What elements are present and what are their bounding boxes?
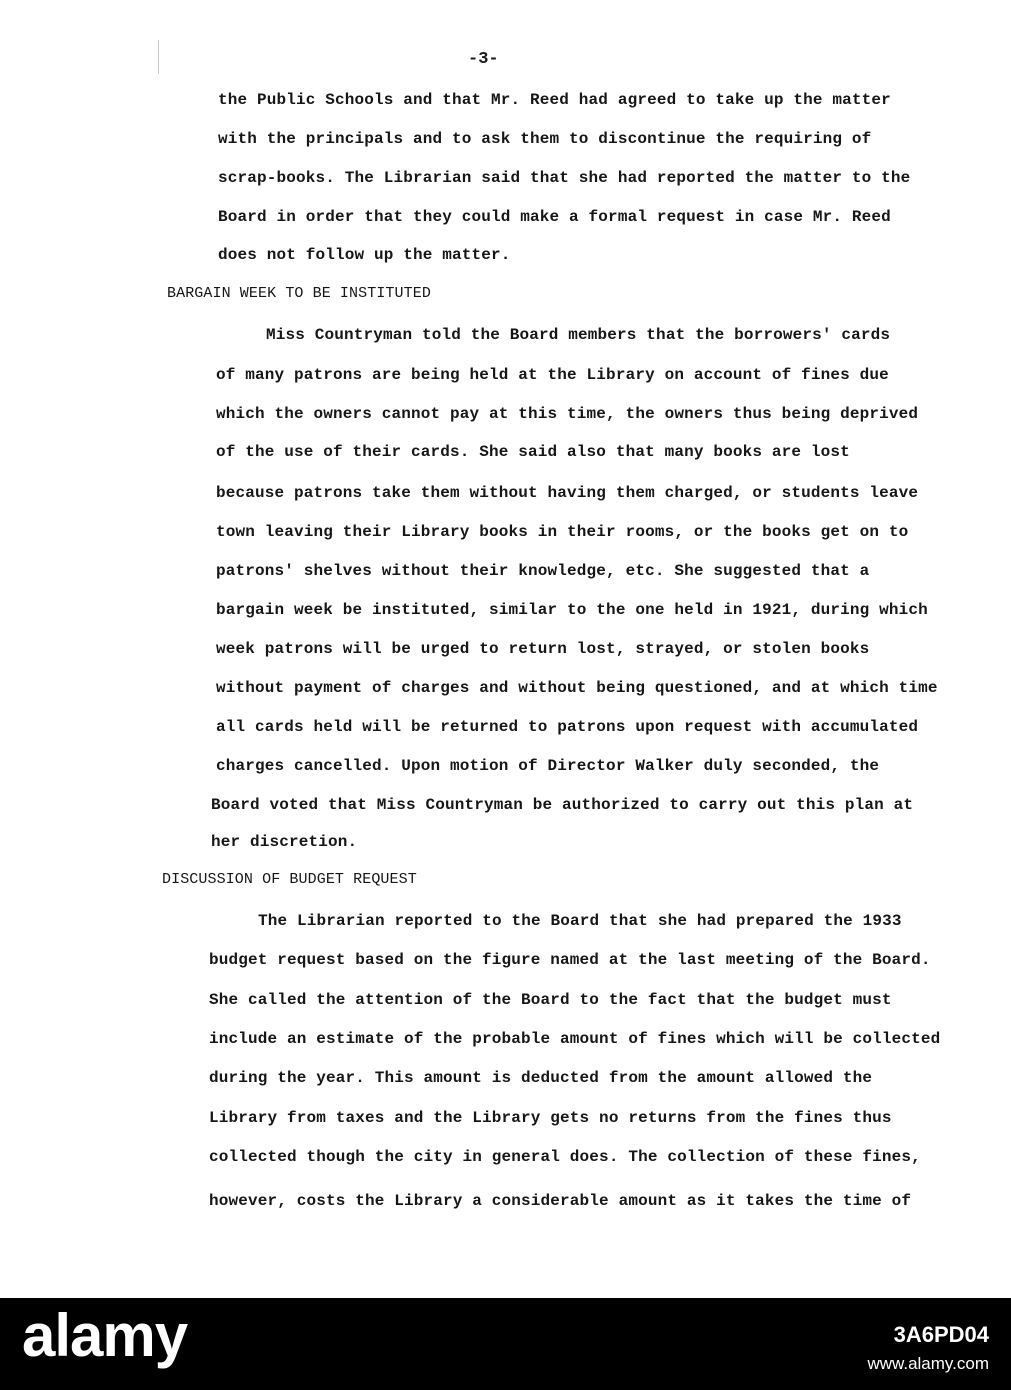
body-line: The Librarian reported to the Board that she had prepared the 1933 xyxy=(258,912,902,930)
body-line: patrons' shelves without their knowledge, etc. She suggested that a xyxy=(216,562,870,580)
body-line: scrap-books. The Librarian said that she had reported the matter to the xyxy=(218,169,911,187)
body-line: Board in order that they could make a formal request in case Mr. Reed xyxy=(218,208,891,226)
body-line: with the principals and to ask them to discontinue the requiring of xyxy=(218,130,872,148)
body-line: the Public Schools and that Mr. Reed had agreed to take up the matter xyxy=(218,91,891,109)
body-line: which the owners cannot pay at this time, the owners thus being deprived xyxy=(216,405,919,423)
body-line: week patrons will be urged to return lost, strayed, or stolen books xyxy=(216,640,870,658)
image-code: 3A6PD04 xyxy=(893,1322,989,1347)
body-line: Miss Countryman told the Board members that the borrowers' cards xyxy=(266,326,891,344)
body-line: does not follow up the matter. xyxy=(218,246,511,264)
body-line: Library from taxes and the Library gets no returns from the fines thus xyxy=(209,1109,892,1127)
body-line: town leaving their Library books in their rooms, or the books get on to xyxy=(216,523,909,541)
body-line: Board voted that Miss Countryman be authorized to carry out this plan at xyxy=(211,796,914,814)
body-line: charges cancelled. Upon motion of Director Walker duly seconded, the xyxy=(216,757,880,775)
body-line: collected though the city in general does. The collection of these fines, xyxy=(209,1148,921,1166)
body-line: budget request based on the figure named at the last meeting of the Board. xyxy=(209,951,931,969)
body-line: of the use of their cards. She said also that many books are lost xyxy=(216,443,850,461)
watermark-url: www.alamy.com xyxy=(867,1354,989,1373)
body-line: of many patrons are being held at the Library on account of fines due xyxy=(216,366,889,384)
alamy-logo: alamy xyxy=(22,1302,188,1369)
body-line: She called the attention of the Board to the fact that the budget must xyxy=(209,991,892,1009)
body-line: without payment of charges and without being questioned, and at which time xyxy=(216,679,938,697)
body-line: all cards held will be returned to patrons upon request with accumulated xyxy=(216,718,919,736)
margin-mark xyxy=(158,40,159,74)
page-number: -3- xyxy=(468,50,499,69)
section-heading-bargain-week: BARGAIN WEEK TO BE INSTITUTED xyxy=(167,285,431,302)
body-line: her discretion. xyxy=(211,833,358,851)
body-line: because patrons take them without having them charged, or students leave xyxy=(216,484,919,502)
section-heading-budget-request: DISCUSSION OF BUDGET REQUEST xyxy=(162,871,417,888)
body-line: bargain week be instituted, similar to the one held in 1921, during which xyxy=(216,601,928,619)
body-line: include an estimate of the probable amount of fines which will be collected xyxy=(209,1030,941,1048)
body-line: however, costs the Library a considerable amount as it takes the time of xyxy=(209,1192,912,1210)
body-line: during the year. This amount is deducted from the amount allowed the xyxy=(209,1069,873,1087)
watermark-bar xyxy=(0,1298,1011,1390)
